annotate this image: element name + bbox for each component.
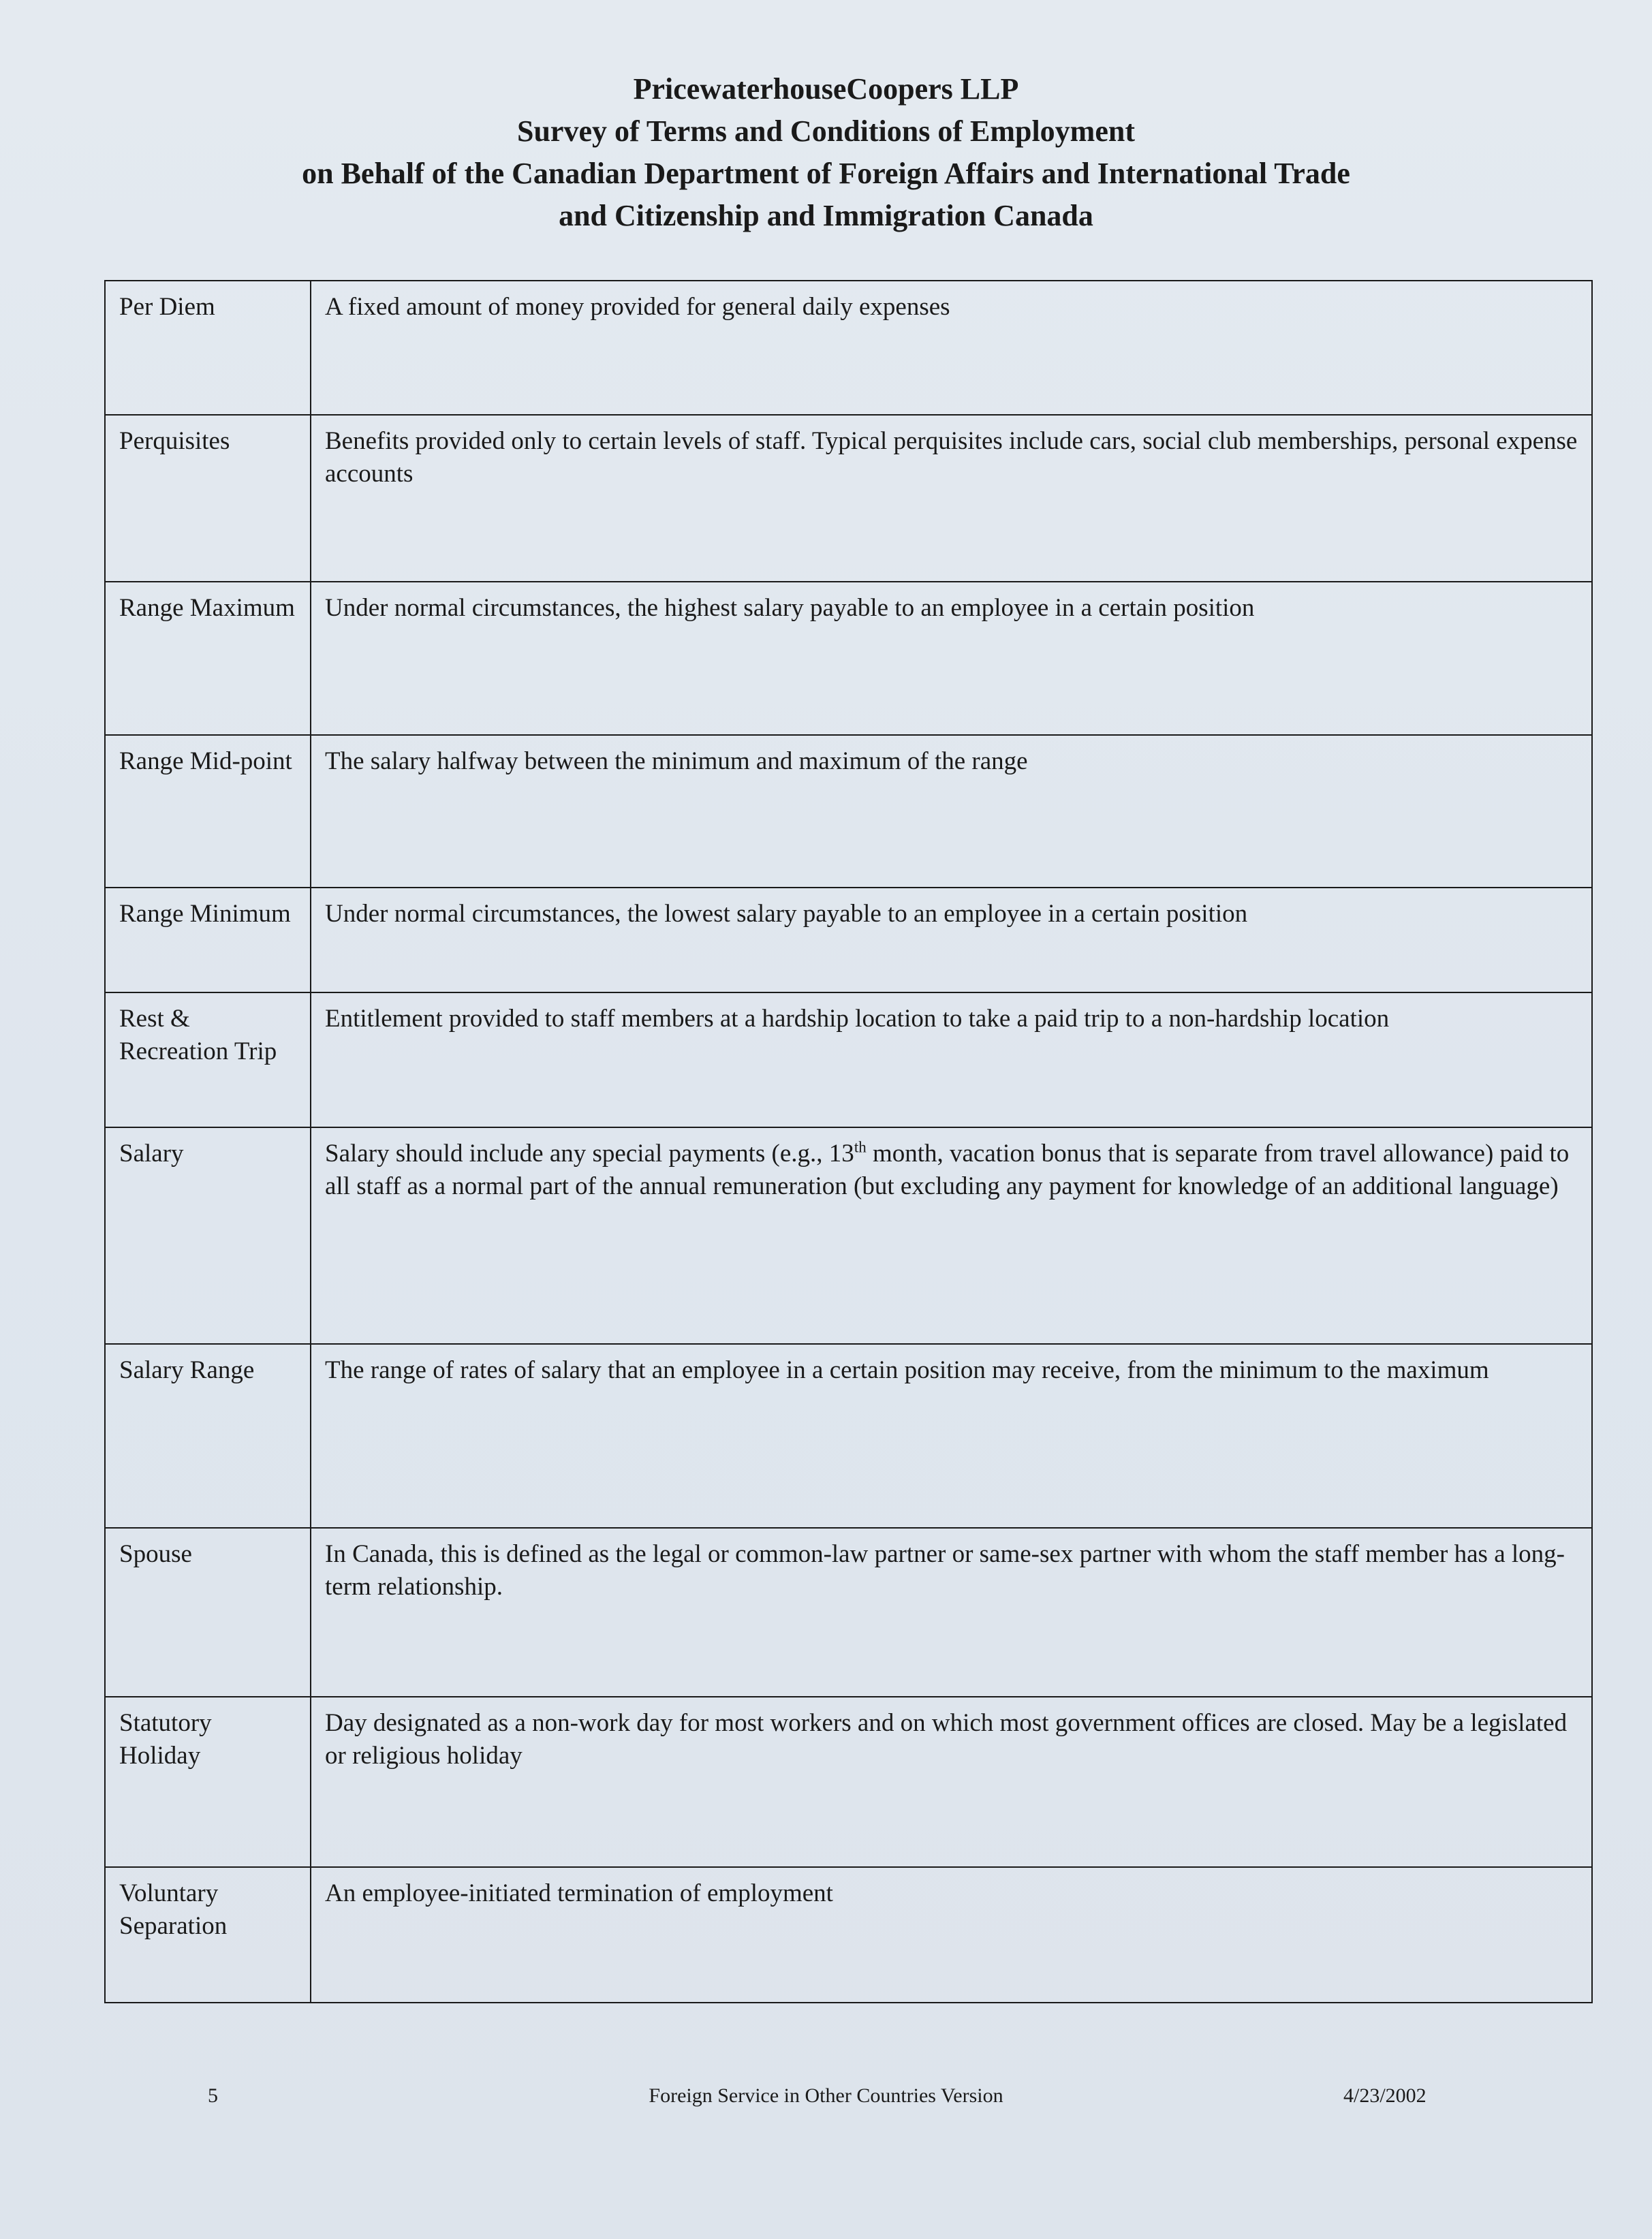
- table-row: [105, 1528, 1592, 1697]
- table-row: [105, 888, 1592, 992]
- glossary-term: Range Minimum: [105, 888, 311, 992]
- glossary-definition: The range of rates of salary that an employee in a certain position may receive, from the minimum to the maximum: [311, 1344, 1592, 1528]
- glossary-definition: Day designated as a non-work day for most workers and on which most government offices are closed. May be a legislated or religious holiday: [311, 1697, 1592, 1867]
- glossary-term: Voluntary Separation: [105, 1867, 311, 2003]
- glossary-table: [104, 280, 1593, 2003]
- table-row: [105, 1697, 1592, 1867]
- table-row: [105, 281, 1592, 415]
- definition-text: month, vacation bonus that is separate from travel allowance) paid to all staff as a normal part of the annual remuneration (but excluding any payment for knowledge of an additional language): [325, 1140, 1570, 1200]
- table-row: [105, 582, 1592, 735]
- glossary-term: Spouse: [105, 1528, 311, 1697]
- glossary-definition: In Canada, this is defined as the legal or common-law partner or same-sex partner with whom the staff member has a long-term relationship.: [311, 1528, 1592, 1697]
- header-behalf-line: on Behalf of the Canadian Department of Foreign Affairs and International Trade: [302, 157, 1350, 190]
- glossary-definition: A fixed amount of money provided for general daily expenses: [311, 281, 1592, 415]
- footer-date: 4/23/2002: [1343, 2084, 1427, 2107]
- header-survey-title: Survey of Terms and Conditions of Employment: [516, 114, 1135, 148]
- footer-page-number: 5: [208, 2084, 218, 2107]
- glossary-term: Per Diem: [105, 281, 311, 415]
- glossary-definition: [311, 1127, 1592, 1344]
- glossary-definition: Under normal circumstances, the lowest salary payable to an employee in a certain position: [311, 888, 1592, 992]
- table-row: [105, 1344, 1592, 1528]
- definition-text: Salary should include any special payments (e.g., 13: [325, 1140, 854, 1168]
- glossary-term: Range Maximum: [105, 582, 311, 735]
- glossary-term: Statutory Holiday: [105, 1697, 311, 1867]
- table-row: [105, 992, 1592, 1127]
- table-row: [105, 1127, 1592, 1344]
- footer-version: Foreign Service in Other Countries Version: [649, 2084, 1003, 2107]
- table-row: [105, 735, 1592, 888]
- header-agency-line: and Citizenship and Immigration Canada: [559, 199, 1093, 232]
- glossary-definition: The salary halfway between the minimum and maximum of the range: [311, 735, 1592, 888]
- glossary-term: Rest & Recreation Trip: [105, 992, 311, 1127]
- document-header: [0, 68, 1652, 237]
- ordinal-suffix: th: [854, 1138, 867, 1156]
- glossary-definition: An employee-initiated termination of employment: [311, 1867, 1592, 2003]
- glossary-definition: Benefits provided only to certain levels of staff. Typical perquisites include cars, social club memberships, personal expense accounts: [311, 415, 1592, 582]
- glossary-term: Range Mid-point: [105, 735, 311, 888]
- table-row: [105, 1867, 1592, 2003]
- glossary-term: Perquisites: [105, 415, 311, 582]
- header-company: PricewaterhouseCoopers LLP: [633, 72, 1019, 106]
- glossary-term: Salary: [105, 1127, 311, 1344]
- glossary-definition: Under normal circumstances, the highest salary payable to an employee in a certain position: [311, 582, 1592, 735]
- glossary-term: Salary Range: [105, 1344, 311, 1528]
- table-row: [105, 415, 1592, 582]
- glossary-definition: Entitlement provided to staff members at a hardship location to take a paid trip to a non-hardship location: [311, 992, 1592, 1127]
